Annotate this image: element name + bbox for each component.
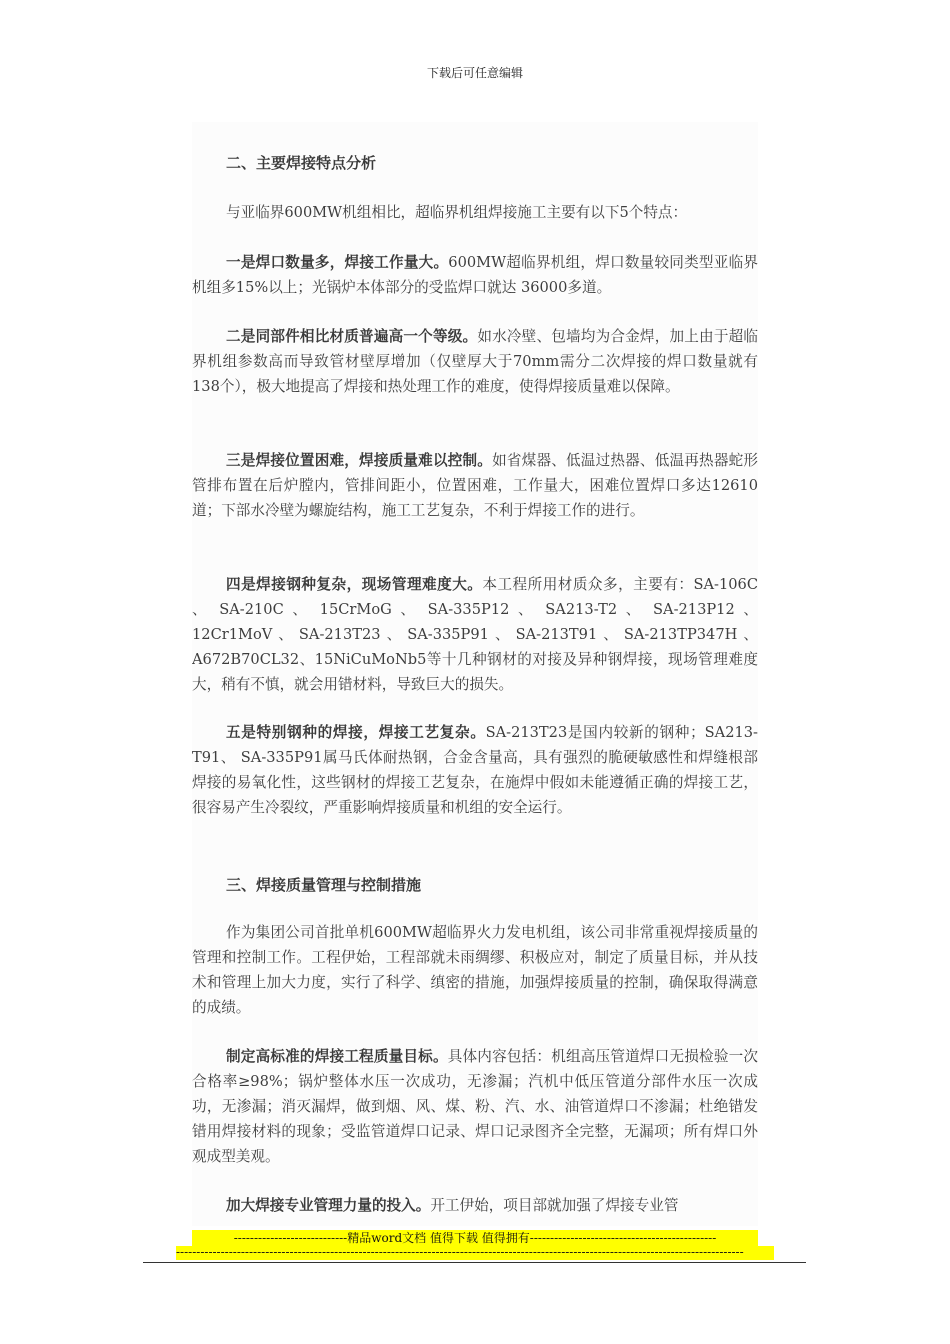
paragraph-text: 开工伊始，项目部就加强了焊接专业管 (430, 1197, 679, 1214)
paragraph-lead: 制定高标准的焊接工程质量目标。 (226, 1048, 448, 1065)
paragraph-lead: 加大焊接专业管理力量的投入。 (226, 1197, 431, 1214)
paragraph-text: 如水冷壁、包墙均为合金焊，加上由于超临界机组参数高而导致管材壁厚增加（仅壁厚大于70mm需分二次焊接的焊口数量就有138个），极大地提高了焊接和热处理工作的难度，使得焊接质量难以保障。 (192, 328, 758, 395)
paragraph-text: 如省煤器、低温过热器、低温再热器蛇形管排布置在后炉膛内，管排间距小，位置困难，工作量大，困难位置焊口多达12610道；下部水冷壁为螺旋结构，施工工艺复杂，不利于焊接工作的进行。 (192, 452, 758, 519)
paragraph-lead: 二是同部件相比材质普遍高一个等级。 (226, 328, 478, 345)
section-title-2: 二、主要焊接特点分析 (226, 154, 377, 172)
paragraph-lead: 五是特别钢种的焊接，焊接工艺复杂。 (226, 724, 486, 741)
paragraph-feature-5 (192, 720, 758, 820)
paragraph-text: 600MW超临界机组，焊口数量较同类型亚临界机组多15%以上；光锅炉本体部分的受监焊口就达 36000多道。 (192, 254, 758, 296)
paragraph-quality-target (192, 1044, 758, 1169)
paragraph-lead: 一是焊口数量多，焊接工作量大。 (226, 254, 449, 271)
paragraph-feature-1 (192, 250, 758, 300)
paragraph-text: 具体内容包括：机组高压管道焊口无损检验一次合格率≥98%；锅炉整体水压一次成功，无渗漏；汽机中低压管道分部件水压一次成功，无渗漏；消灭漏焊，做到烟、风、煤、粉、汽、水、油管道焊口不渗漏；杜绝错发错用焊接材料的现象；受监管道焊口记录、焊口记录图齐全完整，无漏项；所有焊口外观成型美观。 (192, 1048, 758, 1165)
paragraph-feature-4 (192, 572, 758, 697)
paragraph-lead: 四是焊接钢种复杂，现场管理难度大。 (226, 576, 483, 593)
paragraph-text: SA-213T23是国内较新的钢种；SA213-T91、 SA-335P91属马氏体耐热钢，合金含量高，具有强烈的脆硬敏感性和焊缝根部焊接的易氧化性，这些钢材的焊接工艺复杂，在施焊中假如未能遵循正确的焊接工艺，很容易产生冷裂纹，严重影响焊接质量和机组的安全运行。 (192, 724, 758, 816)
paragraph-management (192, 1193, 758, 1218)
footer-dashes: -------------------------------------------------------------------------------------------------------------------------------------------- (176, 1246, 774, 1260)
paragraph-feature-2 (192, 324, 758, 399)
paragraph-text: 本工程所用材质众多，主要有：SA-106C 、 SA-210C 、 15CrMoG 、 SA-335P12 、 SA213-T2 、 SA-213P12 、12Cr1MoV、SA-213T23、SA-335P91、SA-213T91、SA-213TP347H、A672B70CL32、15NiCuMoNb5等十几种钢材的对接及异种钢焊接，现场管理难度大，稍有不慎，就会用错材料，导致巨大的损失。 (192, 576, 758, 693)
paragraph-intro (192, 200, 758, 225)
paragraph-feature-3 (192, 448, 758, 523)
paragraph-text: 与亚临界600MW机组相比，超临界机组焊接施工主要有以下5个特点： (226, 204, 688, 221)
footer-banner: ----------------------------精品word文档 值得下载 值得拥有---------------------------------------------- (192, 1230, 758, 1246)
paragraph-measures-intro (192, 920, 758, 1020)
paragraph-lead: 三是焊接位置困难，焊接质量难以控制。 (226, 452, 493, 469)
section-title-3: 三、焊接质量管理与控制措施 (226, 876, 422, 894)
footer-rule (143, 1262, 806, 1263)
page-header: 下载后可任意编辑 (426, 66, 523, 80)
document-body (192, 122, 758, 1226)
paragraph-text: 作为集团公司首批单机600MW超临界火力发电机组，该公司非常重视焊接质量的管理和控制工作。工程伊始，工程部就未雨绸缪、积极应对，制定了质量目标，并从技术和管理上加大力度，实行了科学、缜密的措施，加强焊接质量的控制，确保取得满意的成绩。 (192, 924, 758, 1016)
